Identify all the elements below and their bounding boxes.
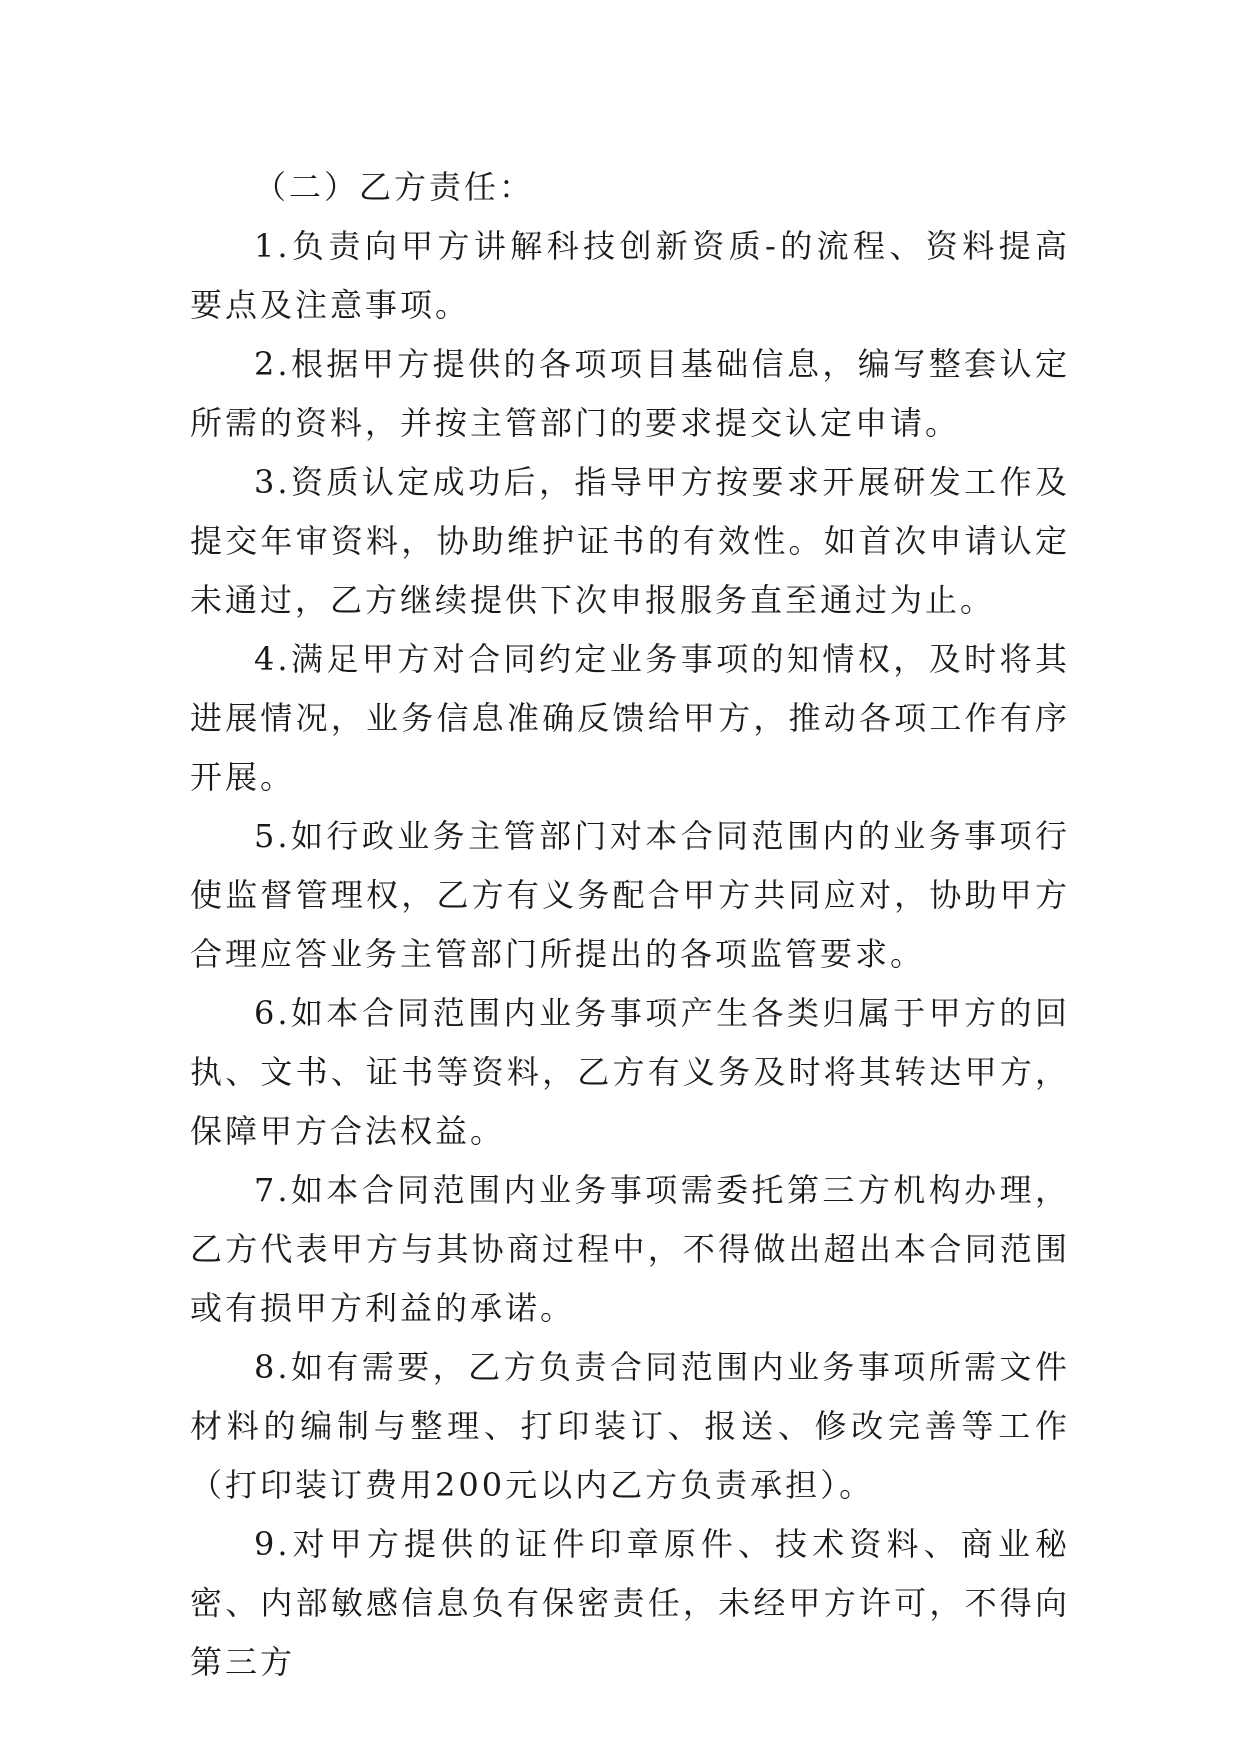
clause-9: 9.对甲方提供的证件印章原件、技术资料、商业秘密、内部敏感信息负有保密责任，未经甲方许可，不得向第三方: [190, 1525, 1070, 1681]
clause-1: 1.负责向甲方讲解科技创新资质-的流程、资料提高要点及注意事项。: [190, 227, 1070, 324]
document-body: [190, 158, 1070, 1692]
clause-6: 6.如本合同范围内业务事项产生各类归属于甲方的回执、文书、证书等资料，乙方有义务及时将其转达甲方，保障甲方合法权益。: [190, 994, 1070, 1150]
clause-3: 3.资质认定成功后，指导甲方按要求开展研发工作及提交年审资料，协助维护证书的有效性。如首次申请认定未通过，乙方继续提供下次申报服务直至通过为止。: [190, 463, 1070, 619]
clause-7: 7.如本合同范围内业务事项需委托第三方机构办理，乙方代表甲方与其协商过程中，不得做出超出本合同范围或有损甲方利益的承诺。: [190, 1171, 1070, 1327]
clause-2: 2.根据甲方提供的各项项目基础信息，编写整套认定所需的资料，并按主管部门的要求提交认定申请。: [190, 345, 1070, 442]
clause-4: 4.满足甲方对合同约定业务事项的知情权，及时将其进展情况，业务信息准确反馈给甲方，推动各项工作有序开展。: [190, 640, 1070, 796]
clause-8: 8.如有需要，乙方负责合同范围内业务事项所需文件材料的编制与整理、打印装订、报送、修改完善等工作（打印装订费用200元以内乙方负责承担）。: [190, 1348, 1070, 1504]
section-heading: （二）乙方责任：: [254, 168, 535, 206]
clause-5: 5.如行政业务主管部门对本合同范围内的业务事项行使监督管理权，乙方有义务配合甲方共同应对，协助甲方合理应答业务主管部门所提出的各项监管要求。: [190, 817, 1070, 973]
